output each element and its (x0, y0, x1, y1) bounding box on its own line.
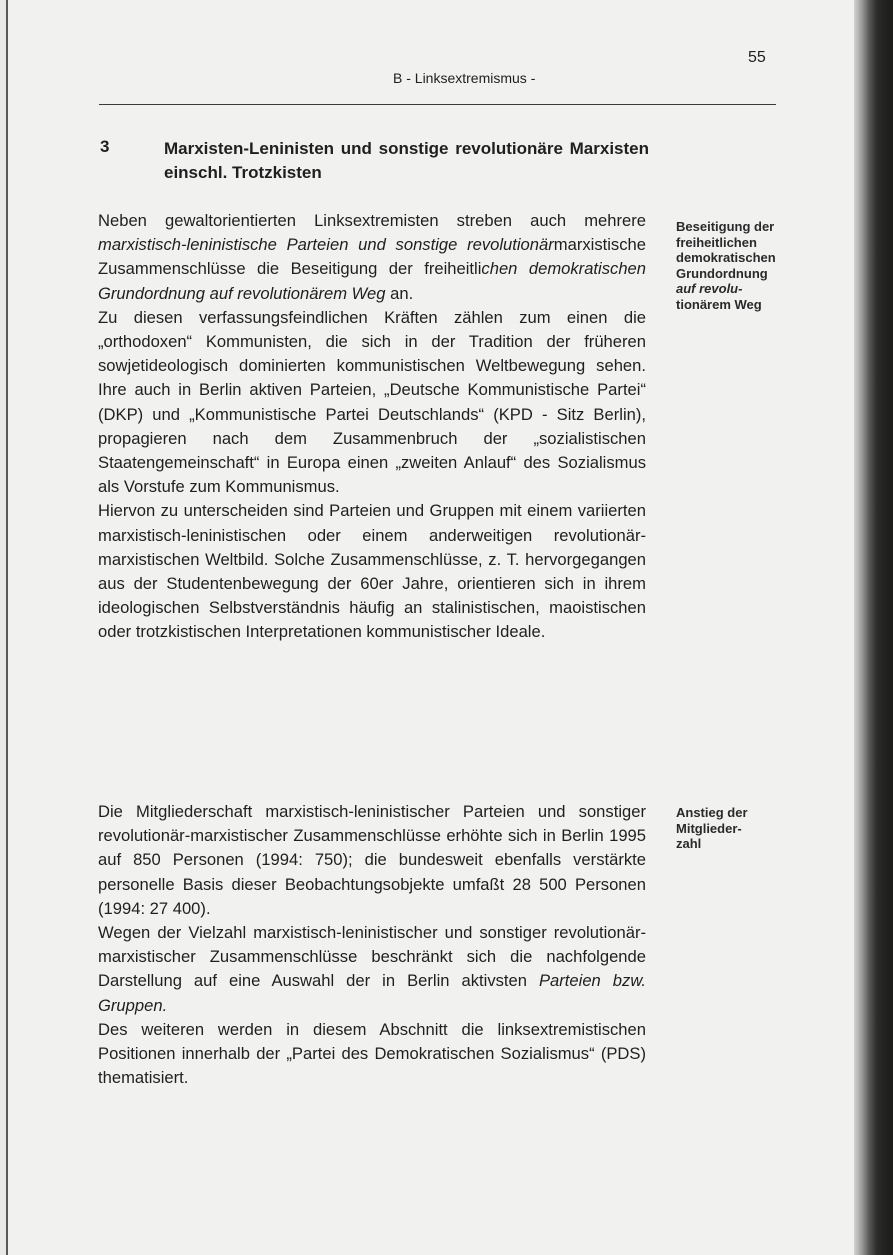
paragraph-3: Hiervon zu unterscheiden sind Parteien und Gruppen mit einem variierten marxistisch-leninistischen oder einem anderweitigen revolutionär-marxistischen Weltbild. Solche Zusammenschlüsse, z. T. hervorgegangen aus der Studentenbewegung der 60er Jahre, orientieren sich in ihrem ideologischen Selbstverständnis häufig an stalinistischen, maoistischen oder trotzkistischen Interpretationen kommunistischer Ideale. (98, 501, 646, 642)
paragraph-1-part-a: Neben gewaltorientierten Linksextremisten streben auch mehrere (98, 211, 646, 230)
paragraph-5-part-a: Wegen der Vielzahl marxistisch-leninistischer und sonstiger revolutionär-marxistischer Zusammenschlüsse beschränkt sich die nachfolgende Darstellung auf eine Auswahl der in Berlin aktivsten (98, 923, 646, 991)
document-page (6, 0, 856, 1255)
paragraph-2: Zu diesen verfassungsfeindlichen Kräften zählen zum einen die „orthodoxen“ Kommunisten, die sich in der Tradition der früheren sowjetideologisch dominierten kommunistischen Weltbewegung sehen. Ihre auch in Berlin aktiven Parteien, „Deutsche Kommunistische Partei“ (DKP) und „Kommunistische Partei Deutschlands“ (KPD - Sitz Berlin), propagieren nach dem Zusammenbruch der „sozialistischen Staatengemeinschaft“ in Europa einen „zweiten Anlauf“ des Sozialismus als Vorstufe zum Kommunismus. (98, 307, 646, 497)
margin-note-2-line-1: Anstieg der (676, 805, 748, 820)
margin-note-1-line-4: Grundordnung (676, 265, 768, 281)
running-header: B - Linksextremismus - (393, 70, 536, 86)
margin-note-2-line-3: zahl (676, 836, 702, 851)
margin-note-1 (676, 219, 794, 312)
header-rule (99, 104, 776, 105)
book-spine-shadow (854, 0, 893, 1255)
section-title: Marxisten-Leninisten und sonstige revolutionäre Marxisten einschl. Trotzkisten (164, 139, 649, 182)
page-number: 55 (748, 49, 766, 66)
paragraph-1 (98, 209, 646, 306)
paragraph-5-italic-b: Parteien bzw. Gruppen. (98, 971, 646, 1015)
margin-note-1-line-1: Beseitigung der (676, 219, 775, 234)
margin-note-1-line-5: auf revolu- (676, 281, 743, 296)
margin-note-1-line-3: demokratischen (676, 250, 776, 265)
margin-note-1-line-2: freiheitlichen (676, 234, 757, 250)
paragraph-4: Die Mitgliederschaft marxistisch-leninistischer Parteien und sonstiger revolutionär-marxistischer Zusammenschlüsse erhöhte sich in Berlin 1995 auf 850 Personen (1994: 750); die bundesweit ebenfalls verstärkte personelle Basis dieser Beobachtungsobjekte umfaßt 28 500 Personen (1994: 27 400). (98, 802, 646, 918)
paragraph-1-italic-d: chen demokratischen Grundordnung auf revolutionärem Weg (98, 259, 646, 303)
paragraph-1-part-e: an. (385, 283, 414, 303)
section-number: 3 (100, 137, 110, 156)
margin-note-1-line-6: tionärem Weg (676, 296, 762, 312)
body-block-2 (98, 800, 646, 1090)
body-block-1 (98, 209, 646, 645)
paragraph-1-part-c: marxistische Zusammenschlüsse die Beseitigung der freiheitli (98, 235, 646, 279)
margin-note-2-line-2: Mitglieder- (676, 820, 742, 836)
paragraph-1-italic-b: marxistisch-leninistische Parteien und sonstige revolutionär (98, 235, 554, 255)
margin-note-2 (676, 805, 794, 852)
paragraph-6: Des weiteren werden in diesem Abschnitt die linksextremistischen Positionen innerhalb der „Partei des Demokratischen Sozialismus“ (PDS) thematisiert. (98, 1019, 646, 1088)
paragraph-5 (98, 921, 646, 1018)
